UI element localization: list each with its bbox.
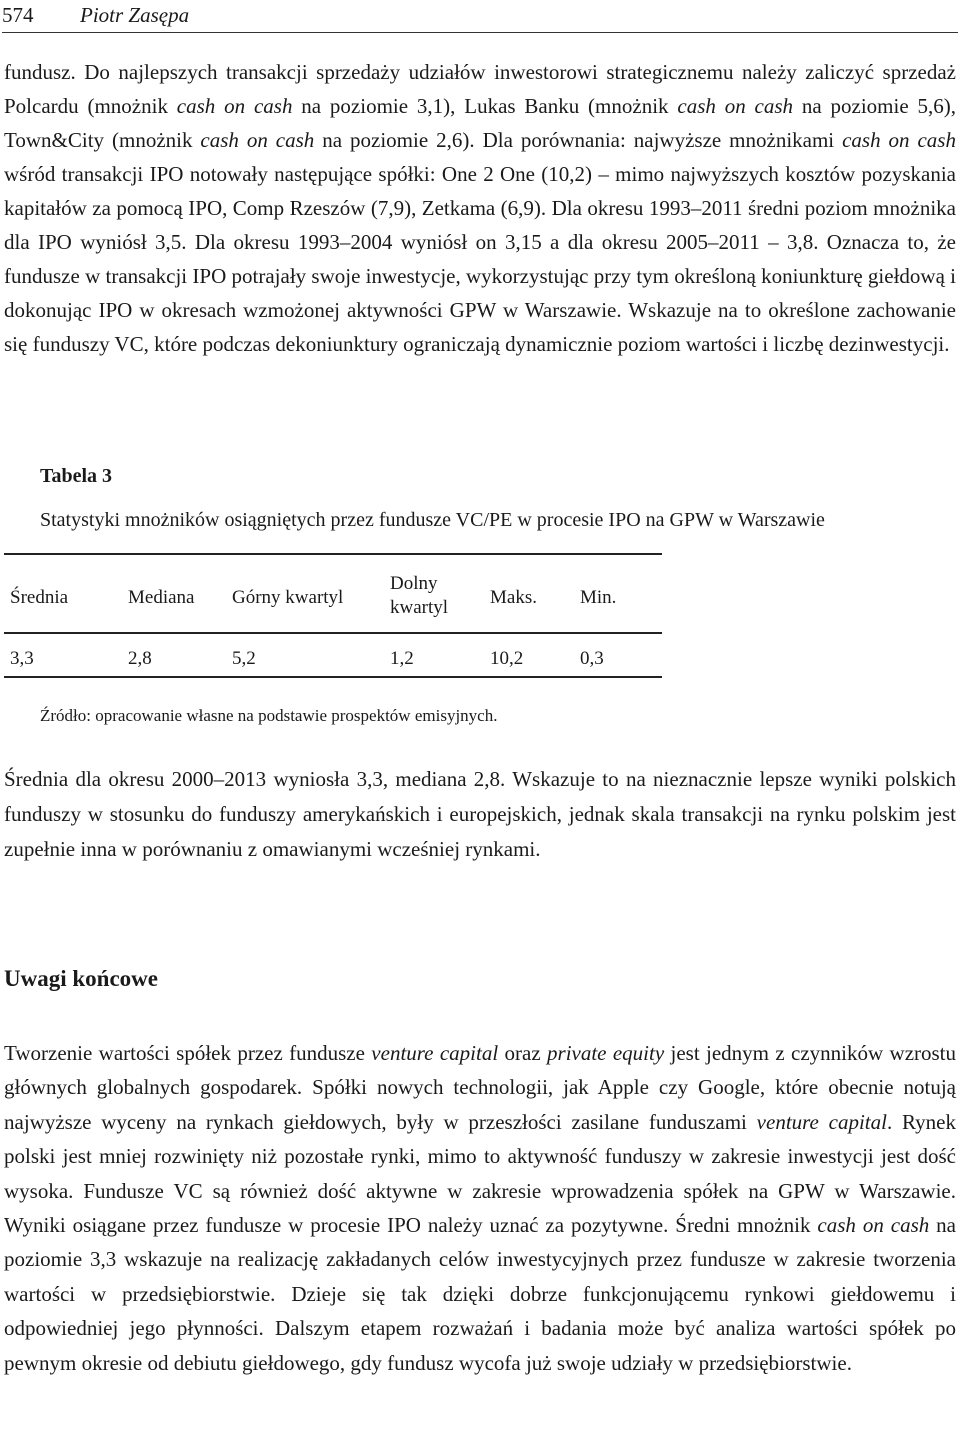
table-header-rule: [4, 632, 662, 634]
running-author: Piotr Zasępa: [80, 3, 190, 27]
page-number: 574: [2, 3, 34, 27]
table-cell: 3,3: [10, 648, 34, 669]
table-header-cell: Maks.: [490, 587, 537, 608]
table-source-note: Źródło: opracowanie własne na podstawie prospektów emisyjnych.: [40, 706, 498, 725]
table-header-cell: Średnia: [10, 587, 69, 608]
table-title: Tabela 3: [40, 465, 113, 487]
paragraph-average-comparison: Średnia dla okresu 2000–2013 wyniosła 3,3, mediana 2,8. Wskazuje to na nieznacznie lepsze wyniki polskich funduszy w stosunku do funduszy amerykańskich i europejskich, jednak skala transakcji na rynku polskim jest zupełnie inna w porównaniu z omawianymi wcześniej rynkami.: [4, 767, 956, 861]
table-top-rule: [4, 553, 662, 555]
table-cell: 0,3: [580, 648, 604, 669]
paragraph-ipo-multipliers: fundusz. Do najlepszych transakcji sprzedaży udziałów inwestorowi strategicznemu należy zaliczyć sprzedaż Polcardu (mnożnik cash on cash na poziomie 3,1), Lukas Banku (mnożnik cash on cash na poziomie 5,6), Town&City (mnożnik cash on cash na poziomie 2,6). Dla porównania: najwyższe mnożnikami cash on cash wśród transakcji IPO notowały następujące spółki: One 2 One (10,2) – mimo najwyższych kosztów pozyskania kapitałów za pomocą IPO, Comp Rzeszów (7,9), Zetkama (6,9). Dla okresu 1993–2011 średni poziom mnożnika dla IPO wyniósł 3,5. Dla okresu 1993–2004 wyniósł on 3,15 a dla okresu 2005–2011 – 3,8. Oznacza to, że fundusze w transakcji IPO potrajały swoje inwestycje, wykorzystując przy tym określoną koniunkturę giełdową i dokonując IPO w okresach wzmożonej aktywności GPW w Warszawie. Wskazuje na to określone zachowanie się funduszy VC, które podczas dekoniunktury ograniczają dynamicznie poziom wartości i liczbę dezinwestycji.: [4, 60, 956, 356]
running-header: [2, 2, 958, 33]
table-cell: 5,2: [232, 648, 256, 669]
table-header-cell: Górny kwartyl: [232, 587, 344, 608]
paragraph-conclusions: Tworzenie wartości spółek przez fundusze venture capital oraz private equity jest jednym z czynników wzrostu głównych globalnych gospodarek. Spółki nowych technologii, jak Apple czy Google, które obecnie notują najwyższe wyceny na rynkach giełdowych, były w przeszłości zasilane funduszami venture capital. Rynek polski jest mniej rozwinięty niż pozostałe rynki, mimo to aktywność funduszy w zakresie inwestycji jest dość wysoka. Fundusze VC są również dość aktywne w zakresie wprowadzenia spółek na GPW w Warszawie. Wyniki osiągane przez fundusze w procesie IPO należy uznać za pozytywne. Średni mnożnik cash on cash na poziomie 3,3 wskazuje na realizację zakładanych celów inwestycyjnych przez fundusze w zakresie tworzenia wartości w przedsiębiorstwie. Dzieje się tak dzięki dobrze funkcjonującemu rynkowi giełdowemu i odpowiedniej jego płynności. Dalszym etapem rozważań i badania może być analiza wartości spółek po pewnym okresie od debiutu giełdowego, gdy fundusz wycofa już swoje udziały w przedsiębiorstwie.: [4, 1041, 957, 1375]
section-heading: Uwagi końcowe: [4, 966, 158, 991]
table-cell: 1,2: [390, 648, 414, 669]
table-cell: 10,2: [490, 648, 524, 669]
table-header-cell: Min.: [580, 587, 617, 608]
table-bottom-rule: [4, 676, 662, 678]
table-cell: 2,8: [128, 648, 152, 669]
table-caption: Statystyki mnożników osiągniętych przez fundusze VC/PE w procesie IPO na GPW w Warszawie: [40, 509, 825, 531]
table-header-cell: Mediana: [128, 587, 195, 608]
table-header-cell: Dolny kwartyl: [390, 573, 449, 618]
